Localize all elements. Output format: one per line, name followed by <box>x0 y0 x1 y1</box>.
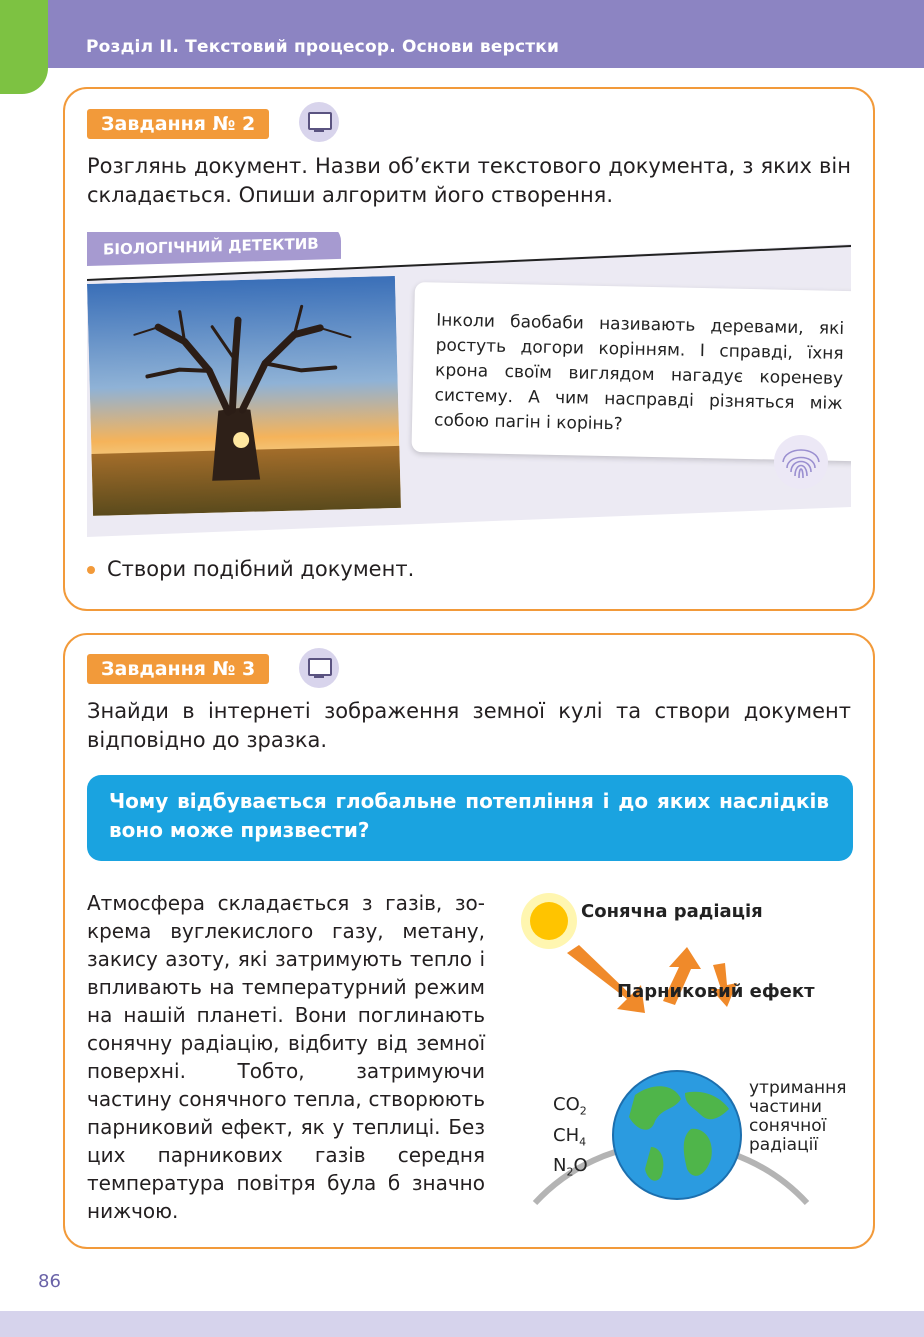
bullet-dot <box>87 566 95 574</box>
header-bar <box>0 0 924 68</box>
bullet-text: Створи подібний документ. <box>107 557 415 581</box>
gas-list <box>553 1093 588 1185</box>
task-3-text: Знайди в інтернеті зображення земної кулі та створи документ відповідно до зразка. <box>87 699 851 752</box>
task-2-text: Розглянь документ. Назви об’єкти текстового документа, з яких він складається. Опиши алгоритм його створення. <box>87 154 851 207</box>
footer-bar <box>0 1311 924 1337</box>
note-text: Інколи баобаби називають деревами, які ростуть догори корінням. І справді, їхня крона своїм виглядом нагадує кореневу систему. А чим насправді різняться між собою пагін і корінь? <box>433 310 845 435</box>
greenhouse-diagram <box>505 885 873 1215</box>
body-text: Атмосфера складається з газів, зокрема вуглекислого газу, метану, закису азоту, які затримують тепло і впливають на температурний режим на нашій планеті. Вони поглинають сонячну радіацію, відбиту від земної поверхні. Тобто, затримуючи частину сонячного тепла, створюють парниковий ефект, як у теплиці. Без цих парникових газів середня температура повітря була б значно нижчою. <box>87 891 485 1223</box>
task-2-label: Завдання № 2 <box>87 109 269 139</box>
biology-detective-document <box>87 232 851 537</box>
bullet-item <box>87 557 414 581</box>
task-3-label: Завдання № 3 <box>87 654 269 684</box>
gas-n2o: $N_2O$ <box>553 1155 588 1179</box>
radiation-arrows <box>567 945 737 1013</box>
computer-monitor-icon <box>299 102 339 142</box>
task-3-card <box>63 633 875 1249</box>
retain-label: утримання частини сонячної радіації <box>749 1078 847 1155</box>
question-text: Чому відбувається глобальне потепління і до яких наслідків воно може призвести? <box>109 789 829 842</box>
gas-ch4: $CH_4$ <box>553 1124 587 1149</box>
chapter-tab <box>0 0 48 94</box>
question-box <box>87 775 853 861</box>
computer-monitor-icon <box>299 648 339 688</box>
sun-icon <box>530 902 568 940</box>
gas-co2: $CO_2$ <box>553 1094 587 1118</box>
chapter-title: Розділ ІІ. Текстовий процесор. Основи верстки <box>86 37 560 57</box>
baobab-photo <box>87 276 401 516</box>
page-number: 86 <box>38 1271 61 1292</box>
greenhouse-effect-label: Парниковий ефект <box>617 981 815 1002</box>
fingerprint-icon <box>773 434 829 490</box>
earth-globe <box>613 1071 741 1199</box>
incoming-arrow <box>567 945 645 1013</box>
sun-radiation-label: Сонячна радіація <box>581 901 763 922</box>
task-2-card <box>63 87 875 611</box>
detective-label: БІОЛОГІЧНИЙ ДЕТЕКТИВ <box>87 232 341 266</box>
